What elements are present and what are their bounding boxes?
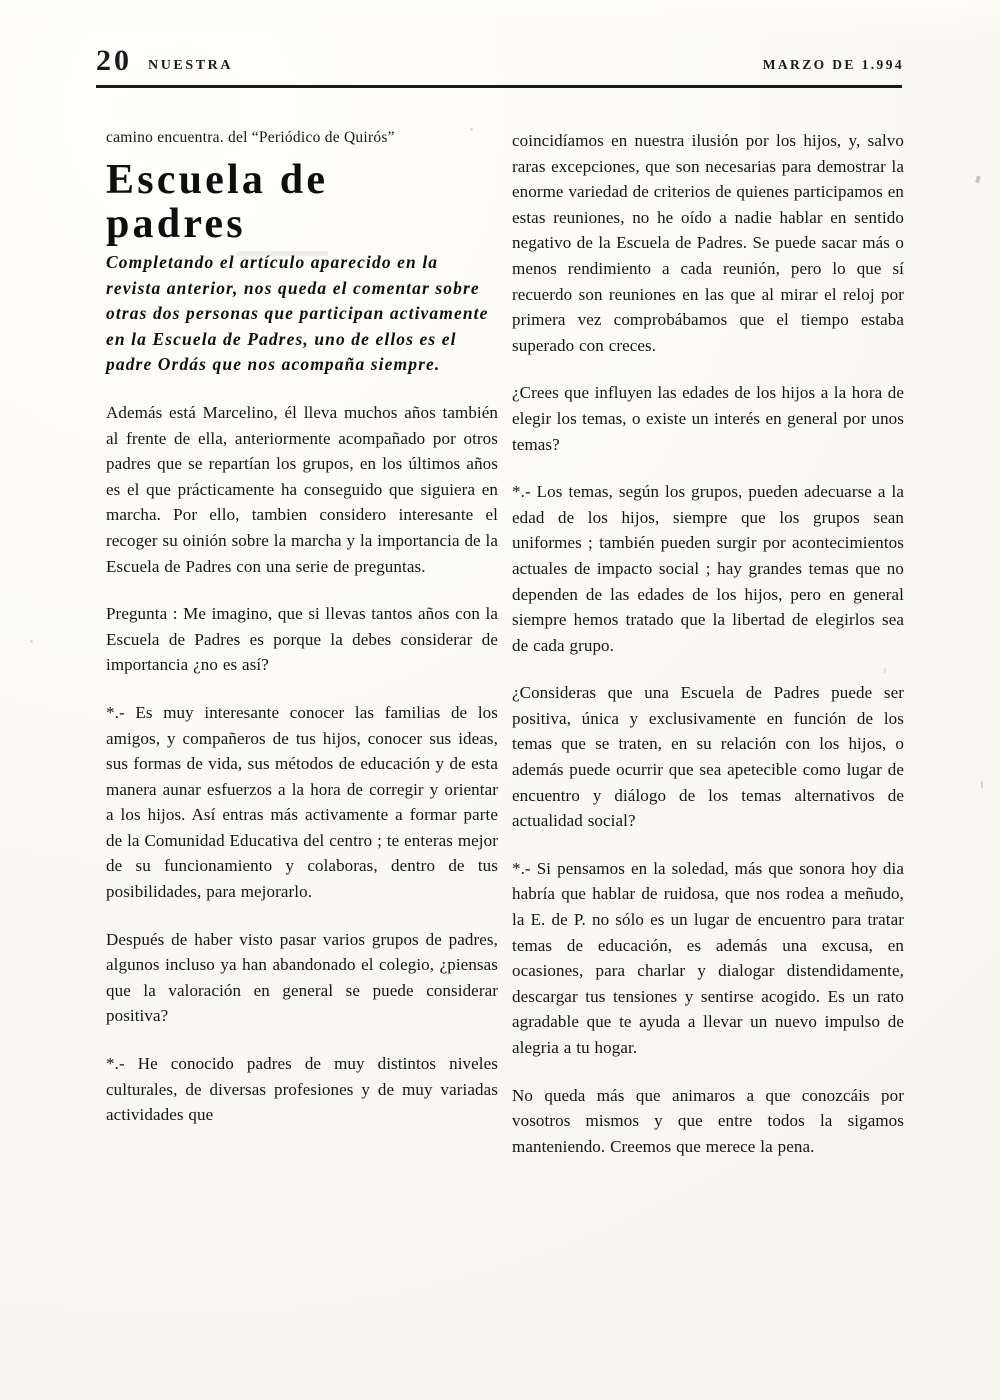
column-left (106, 128, 498, 1128)
body-paragraph: Pregunta : Me imagino, que si llevas tantos años con la Escuela de Padres es porque la debes considerar de importancia ¿no es así? (106, 604, 498, 675)
body-paragraph: *.- Si pensamos en la soledad, más que sonora hoy dia habría que hablar de ruidosa, que nos rodea a meñudo, la E. de P. no sólo es un lugar de encuentro para tratar temas de educación, es además una excusa, en ocasiones, para charlar y dialogar distendidamente, descargar tus tensiones y sentirse acogido. Es un rato agradable que te ayuda a llevar un nuevo impulso de alegria a tu hogar. (512, 858, 904, 1057)
scan-artifact (884, 668, 886, 673)
scan-artifact (30, 640, 33, 643)
headline-line-2: padres (106, 201, 246, 247)
body-paragraph: No queda más que animaros a que conozcáis por vosotros mismos y que entre todos la sigamos manteniendo. Creemos que merece la pena. (512, 1085, 904, 1156)
article-standfirst: Completando el artículo aparecido en la revista anterior, nos queda el comentar sobre otras dos personas que participan activamente en la Escuela de Padres, uno de ellos es el padre Ordás que nos acompaña siempre. (106, 252, 489, 375)
headline-line-1: Escuela de (106, 157, 329, 203)
body-paragraph: *.- Los temas, según los grupos, pueden adecuarse a la edad de los hijos, siempre que los grupos sean uniformes ; también pueden surgir por acontecimientos actuales de impacto social ; hay grandes temas que no dependen de las edades de los hijos, pero en general siempre hemos tratado que la libertad de elegirlos sea de cada grupo. (512, 482, 904, 655)
scan-artifact (470, 128, 473, 131)
body-paragraph: *.- He conocido padres de muy distintos niveles culturales, de diversas profesiones y de muy variadas actividades que (106, 1054, 498, 1125)
body-paragraph: coincidíamos en nuestra ilusión por los hijos, y, salvo raras excepciones, que son necesarias para demostrar la enorme variedad de criterios de quienes participamos en estas reuniones, no he oído a nadie hablar en sentido negativo de la Escuela de Padres. Se puede sacar más o menos rendimiento a cada reunión, pero lo que sí recuerdo son reuniones en las que al mirar el reloj por primera vez comprobábamos que el tiempo estaba superado con creces. (512, 131, 904, 355)
header-rule (96, 85, 902, 88)
body-paragraph: ¿Consideras que una Escuela de Padres puede ser positiva, única y exclusivamente en función de los temas que se traten, en su relación con los hijos, o además puede ocurrir que sea apetecible como lugar de encuentro y diálogo de los temas alternativos de actualidad social? (512, 683, 904, 831)
body-paragraph: *.- Es muy interesante conocer las familias de los amigos, y compañeros de tus hijos, conocer sus ideas, sus formas de vida, sus métodos de educación y de esta manera aunar esfuerzos a la hora de corregir y orientar a los hijos. Así entras más activamente a formar parte de la Comunidad Educativa del centro ; te enteras mejor de su funcionamiento y colaboras, dentro de tus posibilidades, para mejorarlo. (106, 702, 498, 902)
scan-artifact (236, 251, 328, 256)
scan-artifact (981, 781, 983, 788)
scan-artifact (975, 176, 981, 184)
page-number: 20 (96, 44, 132, 77)
column-right (512, 128, 904, 1159)
running-head (96, 44, 904, 90)
article-kicker: camino encuentra. del “Periódico de Quirós” (106, 129, 395, 146)
body-paragraph: Además está Marcelino, él lleva muchos años también al frente de ella, anteriormente acompañado por otros padres que se repartían los grupos, en los últimos años es el que prácticamente ha conseguido que siguiera en marcha. Por ello, tambien considero interesante el recoger su oinión sobre la marcha y la importancia de la Escuela de Padres con una serie de preguntas. (106, 402, 499, 576)
issue-date: MARZO DE 1.994 (762, 57, 904, 72)
page-title (106, 158, 498, 246)
publication-name: NUESTRA (148, 58, 234, 73)
body-paragraph: ¿Crees que influyen las edades de los hijos a la hora de elegir los temas, o existe un interés en general por unos temas? (512, 383, 904, 454)
body-paragraph: Después de haber visto pasar varios grupos de padres, algunos incluso ya han abandonado el colegio, ¿piensas que la valoración en general se puede considerar positiva? (106, 929, 498, 1026)
